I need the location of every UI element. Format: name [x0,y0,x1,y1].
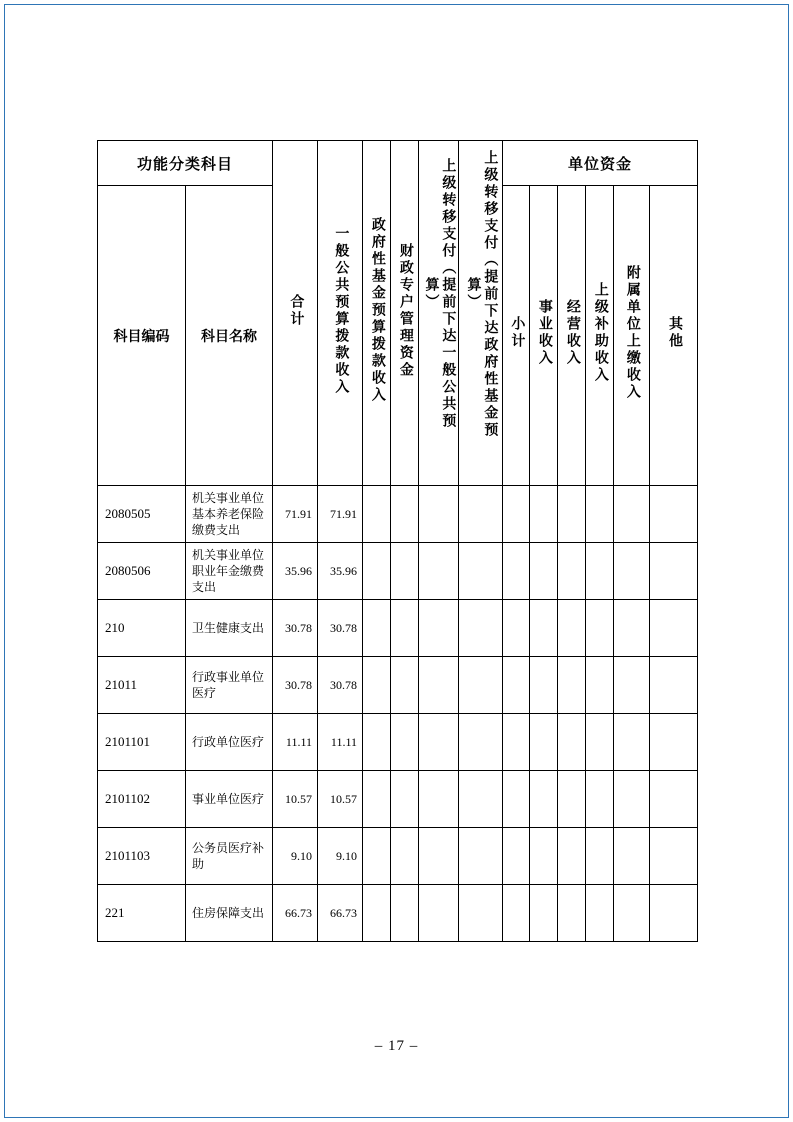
empty-cell [650,714,698,771]
empty-cell [558,714,586,771]
empty-cell [459,885,503,942]
subject-name-cell: 事业单位医疗 [186,771,273,828]
empty-cell [558,600,586,657]
header-transfer-gov-fund-column [459,141,503,486]
table-row [98,543,698,600]
empty-cell [459,600,503,657]
header-functional-classification: 功能分类科目 [98,141,273,186]
subject-code-cell: 2080505 [98,486,186,543]
total-cell: 9.10 [273,828,318,885]
table-row [98,600,698,657]
empty-cell [650,486,698,543]
empty-cell [614,657,650,714]
empty-cell [503,771,530,828]
header-transfer-gov-fund-label: 上级转移支付（提前下达政府性基金预算） [465,149,498,439]
header-subtotal-column [503,186,530,486]
empty-cell [391,600,419,657]
header-affiliated-unit-label: 附属单位上缴收入 [624,265,640,401]
table-row [98,714,698,771]
header-business-income-label: 事业收入 [536,299,552,367]
empty-cell [586,657,614,714]
empty-cell [586,486,614,543]
empty-cell [530,600,558,657]
subject-name-cell: 公务员医疗补助 [186,828,273,885]
table-row [98,828,698,885]
empty-cell [363,885,391,942]
empty-cell [586,828,614,885]
empty-cell [614,828,650,885]
header-general-public-budget-column [318,141,363,486]
total-cell: 66.73 [273,885,318,942]
empty-cell [459,543,503,600]
table-row [98,657,698,714]
empty-cell [558,486,586,543]
empty-cell [586,714,614,771]
general-budget-cell: 9.10 [318,828,363,885]
subject-code-cell: 2101101 [98,714,186,771]
empty-cell [503,714,530,771]
subject-code-cell: 2080506 [98,543,186,600]
header-gov-fund-budget-label: 政府性基金预算拨款收入 [369,217,385,404]
empty-cell [503,543,530,600]
empty-cell [503,657,530,714]
empty-cell [558,543,586,600]
empty-cell [650,771,698,828]
subject-name-cell: 行政单位医疗 [186,714,273,771]
header-subtotal-label: 小计 [509,316,525,350]
general-budget-cell: 35.96 [318,543,363,600]
subject-code-cell: 221 [98,885,186,942]
empty-cell [419,771,459,828]
empty-cell [614,885,650,942]
table-row [98,486,698,543]
empty-cell [391,885,419,942]
empty-cell [650,600,698,657]
header-row-groups [98,141,698,186]
empty-cell [419,543,459,600]
header-other-column [650,186,698,486]
empty-cell [558,657,586,714]
empty-cell [459,486,503,543]
header-superior-subsidy-column [586,186,614,486]
subject-name-cell: 机关事业单位职业年金缴费支出 [186,543,273,600]
empty-cell [363,771,391,828]
empty-cell [419,486,459,543]
empty-cell [391,486,419,543]
subject-code-cell: 2101102 [98,771,186,828]
general-budget-cell: 66.73 [318,885,363,942]
empty-cell [558,771,586,828]
header-total-label: 合计 [288,293,304,328]
empty-cell [391,714,419,771]
page-number: – 17 – [374,1038,419,1054]
subject-code-cell: 2101103 [98,828,186,885]
empty-cell [650,885,698,942]
empty-cell [503,486,530,543]
general-budget-cell: 30.78 [318,657,363,714]
empty-cell [391,828,419,885]
general-budget-cell: 30.78 [318,600,363,657]
total-cell: 35.96 [273,543,318,600]
empty-cell [530,828,558,885]
header-transfer-general-column [419,141,459,486]
header-subject-code: 科目编码 [98,186,186,486]
empty-cell [391,543,419,600]
empty-cell [503,600,530,657]
header-operating-income-label: 经营收入 [564,299,580,367]
header-business-income-column [530,186,558,486]
header-operating-income-column [558,186,586,486]
subject-code-cell: 21011 [98,657,186,714]
empty-cell [650,828,698,885]
empty-cell [363,600,391,657]
empty-cell [419,600,459,657]
empty-cell [586,600,614,657]
empty-cell [530,885,558,942]
budget-table [97,140,698,942]
subject-code-cell: 210 [98,600,186,657]
empty-cell [614,771,650,828]
empty-cell [363,828,391,885]
empty-cell [459,714,503,771]
header-superior-subsidy-label: 上级补助收入 [592,282,608,384]
header-fiscal-special-account-label: 财政专户管理资金 [397,242,413,379]
general-budget-cell: 10.57 [318,771,363,828]
header-other-label: 其他 [666,316,682,350]
empty-cell [530,486,558,543]
header-gov-fund-budget-column [363,141,391,486]
empty-cell [530,657,558,714]
header-affiliated-unit-column [614,186,650,486]
header-general-public-budget-label: 一般公共预算拨款收入 [333,225,349,396]
general-budget-cell: 11.11 [318,714,363,771]
total-cell: 71.91 [273,486,318,543]
empty-cell [614,714,650,771]
header-subject-name: 科目名称 [186,186,273,486]
empty-cell [419,657,459,714]
empty-cell [558,828,586,885]
subject-name-cell: 机关事业单位基本养老保险缴费支出 [186,486,273,543]
empty-cell [459,771,503,828]
total-cell: 10.57 [273,771,318,828]
empty-cell [459,828,503,885]
header-transfer-general-label: 上级转移支付（提前下达一般公共预算） [423,158,456,430]
empty-cell [363,714,391,771]
subject-name-cell: 行政事业单位医疗 [186,657,273,714]
empty-cell [650,657,698,714]
empty-cell [530,543,558,600]
empty-cell [586,885,614,942]
header-fiscal-special-account-column [391,141,419,486]
subject-name-cell: 住房保障支出 [186,885,273,942]
empty-cell [530,714,558,771]
total-cell: 30.78 [273,600,318,657]
empty-cell [558,885,586,942]
empty-cell [586,771,614,828]
header-unit-funds-group: 单位资金 [503,141,698,186]
empty-cell [459,657,503,714]
empty-cell [391,657,419,714]
empty-cell [363,657,391,714]
header-total-column [273,141,318,486]
empty-cell [419,714,459,771]
empty-cell [363,543,391,600]
empty-cell [503,885,530,942]
empty-cell [391,771,419,828]
table-row [98,771,698,828]
empty-cell [363,486,391,543]
empty-cell [614,486,650,543]
subject-name-cell: 卫生健康支出 [186,600,273,657]
empty-cell [419,828,459,885]
general-budget-cell: 71.91 [318,486,363,543]
empty-cell [419,885,459,942]
total-cell: 11.11 [273,714,318,771]
empty-cell [530,771,558,828]
empty-cell [614,600,650,657]
table-row [98,885,698,942]
empty-cell [614,543,650,600]
empty-cell [586,543,614,600]
total-cell: 30.78 [273,657,318,714]
empty-cell [503,828,530,885]
empty-cell [650,543,698,600]
